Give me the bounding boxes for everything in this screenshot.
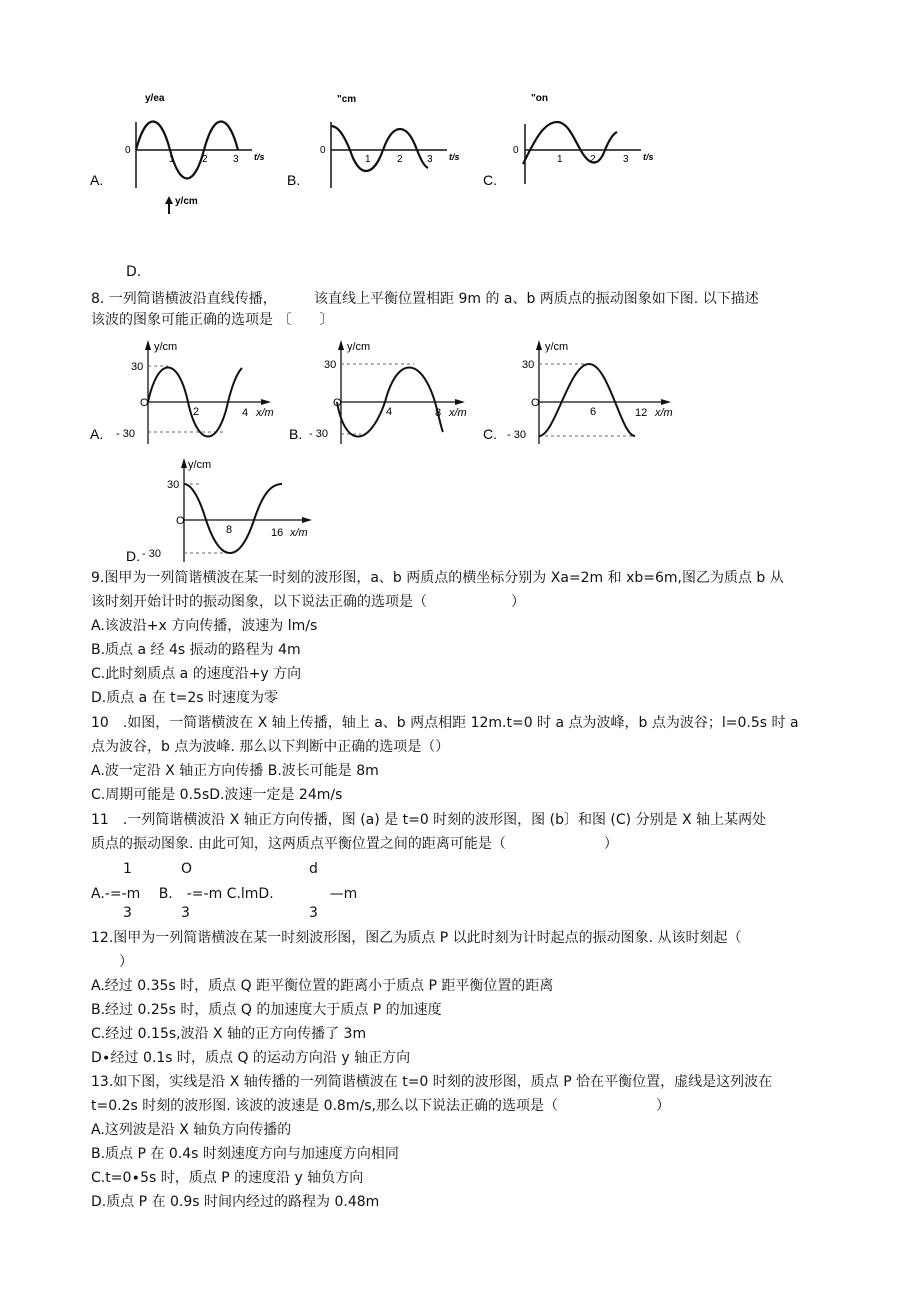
y-max-label: 30 bbox=[324, 359, 337, 371]
option-label: B. bbox=[289, 426, 303, 442]
tick-label: 2 bbox=[590, 154, 596, 165]
q13-option-a: A.这列波是沿 X 轴负方向传播的 bbox=[91, 1122, 292, 1138]
q12-option-d: D∙经过 0.1s 时，质点 Q 的运动方向沿 y 轴正方向 bbox=[91, 1050, 411, 1066]
x-axis-label: t/s bbox=[449, 152, 460, 162]
q7-graph-c bbox=[483, 86, 673, 191]
q9-option-a: A.该波沿+x 方向传播，波速为 lm∕s bbox=[91, 618, 318, 634]
option-label: C. bbox=[483, 426, 497, 442]
option-label: A. bbox=[90, 172, 104, 188]
fraction-numerator: d bbox=[309, 861, 318, 877]
tick-label: 8 bbox=[435, 407, 442, 419]
option-label: C. bbox=[483, 172, 497, 188]
y-axis-label: y/cm bbox=[154, 341, 178, 353]
tick-label: 1 bbox=[169, 154, 175, 165]
q7-graph-a bbox=[90, 86, 280, 191]
fraction-denominator: 3 bbox=[181, 905, 190, 921]
q12-option-a: A.经过 0.35s 时，质点 Q 距平衡位置的距离小于质点 P 距平衡位置的距离 bbox=[91, 978, 554, 994]
x-axis-label: x/m bbox=[449, 407, 467, 419]
y-max-label: 30 bbox=[167, 479, 180, 491]
tick-label: 2 bbox=[193, 406, 200, 418]
option-label: D. bbox=[126, 548, 140, 564]
x-axis-label: t/s bbox=[254, 152, 265, 162]
y-min-label: - 30 bbox=[116, 428, 135, 440]
origin-label: 0 bbox=[513, 145, 519, 156]
x-axis-label: x/m bbox=[655, 407, 673, 419]
y-axis-label: y/cm bbox=[347, 341, 371, 353]
q8-text-right: 该直线上平衡位置相距 9m 的 a、b 两质点的振动图象如下图. 以下描述 bbox=[314, 291, 759, 307]
q11-text-line2: 质点的振动图象. 由此可知，这两质点平衡位置之间的距离可能是（ ） bbox=[91, 836, 618, 852]
y-max-label: 30 bbox=[522, 359, 535, 371]
y-axis-label: y/cm bbox=[545, 341, 569, 353]
q10-options-cd: C.周期可能是 0.5sD.波速一定是 24m∕s bbox=[91, 787, 343, 803]
y-axis-label: y/cm bbox=[175, 196, 198, 207]
fraction-denominator: 3 bbox=[309, 905, 318, 921]
tick-label: 4 bbox=[386, 406, 393, 418]
y-min-label: - 30 bbox=[142, 548, 161, 560]
q8-graph-b bbox=[289, 336, 489, 448]
q13-option-d: D.质点 P 在 0.9s 时间内经过的路程为 0.48m bbox=[91, 1194, 380, 1210]
q8-graph-a bbox=[90, 336, 290, 448]
q8-graph-d bbox=[126, 454, 326, 566]
q8-text-left: 8. 一列简谐横波沿直线传播， bbox=[91, 291, 277, 307]
y-axis-label: "cm bbox=[337, 94, 357, 105]
origin-label: 0 bbox=[125, 145, 131, 156]
y-axis-label: y/cm bbox=[188, 459, 212, 471]
q13-option-c: C.t=0∙5s 时，质点 P 的速度沿 y 轴负方向 bbox=[91, 1170, 364, 1186]
q7-graph-b bbox=[287, 86, 477, 191]
option-label: A. bbox=[90, 426, 104, 442]
q9-text-line2: 该时刻开始计时的振动图象，以下说法正确的选项是（ ） bbox=[91, 594, 525, 610]
tick-label: 2 bbox=[202, 154, 208, 165]
fraction-numerator: 1 bbox=[123, 861, 132, 877]
q12-option-c: C.经过 0.15s,波沿 X 轴的正方向传播了 3m bbox=[91, 1026, 367, 1042]
fraction-denominator: 3 bbox=[123, 905, 132, 921]
tick-label: 16 bbox=[271, 527, 284, 539]
y-max-label: 30 bbox=[131, 361, 144, 373]
tick-label: 1 bbox=[557, 154, 563, 165]
y-min-label: - 30 bbox=[309, 428, 328, 440]
q10-text-line2: 点为波谷，b 点为波峰. 那么以下判断中正确的选项是（） bbox=[91, 739, 450, 755]
q9-option-b: B.质点 a 经 4s 振动的路程为 4m bbox=[91, 642, 301, 658]
y-axis-label: "on bbox=[531, 93, 548, 104]
fraction-numerator: O bbox=[181, 861, 193, 877]
q9-option-c: C.此时刻质点 a 的速度沿+y 方向 bbox=[91, 666, 302, 682]
origin-label: O bbox=[176, 515, 185, 527]
origin-label: O bbox=[531, 397, 540, 409]
origin-label: O bbox=[333, 397, 342, 409]
x-axis-label: t/s bbox=[643, 152, 654, 162]
tick-label: 8 bbox=[226, 524, 233, 536]
tick-label: 3 bbox=[623, 154, 629, 165]
q11-options: A.-=-m B. -=-m C.lmD. —m bbox=[91, 886, 358, 902]
q12-text-line1: 12.图甲为一列简谐横波在某一时刻波形图，图乙为质点 P 以此时刻为计时起点的振动图象. 从该时刻起（ bbox=[91, 930, 742, 946]
q11-text-line1: 11 .一列简谐横波沿 X 轴正方向传播，图 (a) 是 t=0 时刻的波形图，图 (b〕和图 (C) 分别是 X 轴上某两处 bbox=[91, 812, 767, 828]
tick-label: 6 bbox=[590, 406, 597, 418]
q7-graph-d bbox=[160, 190, 240, 220]
y-min-label: - 30 bbox=[507, 429, 526, 441]
option-label: B. bbox=[287, 172, 301, 188]
tick-label: 2 bbox=[397, 154, 403, 165]
tick-label: 4 bbox=[242, 407, 249, 419]
q12-text-line2: ） bbox=[91, 954, 133, 970]
tick-label: 3 bbox=[233, 154, 239, 165]
q13-text-line2: t=0.2s 时刻的波形图. 该波的波速是 0.8m∕s,那么以下说法正确的选项是（ ） bbox=[91, 1098, 670, 1114]
q12-option-b: B.经过 0.25s 时，质点 Q 的加速度大于质点 P 的加速度 bbox=[91, 1002, 442, 1018]
tick-label: 3 bbox=[427, 154, 433, 165]
q8-text-line2: 该波的图象可能正确的选项是 〔 〕 bbox=[91, 312, 334, 328]
origin-label: 0 bbox=[320, 145, 326, 156]
tick-label: 12 bbox=[635, 407, 648, 419]
tick-label: 1 bbox=[365, 154, 371, 165]
q9-text-line1: 9.图甲为一列简谐横波在某一时刻的波形图，a、b 两质点的横坐标分别为 Xa=2m 和 xb=6m,图乙为质点 b 从 bbox=[91, 570, 784, 586]
q9-option-d: D.质点 a 在 t=2s 时速度为零 bbox=[91, 690, 279, 706]
origin-label: O bbox=[140, 397, 149, 409]
y-axis-label: y/ea bbox=[145, 93, 165, 104]
option-label: D. bbox=[126, 264, 142, 280]
x-axis-label: x/m bbox=[290, 527, 308, 539]
q10-text-line1: 10 .如图，一简谐横波在 X 轴上传播，轴上 a、b 两点相距 12m.t=0 时 a 点为波峰，b 点为波谷；l=0.5s 时 a bbox=[91, 715, 799, 731]
q10-options-ab: A.波一定沿 X 轴正方向传播 B.波长可能是 8m bbox=[91, 763, 379, 779]
q13-text-line1: 13.如下图，实线是沿 X 轴传播的一列简谐横波在 t=0 时刻的波形图，质点 P 恰在平衡位置，虚线是这列波在 bbox=[91, 1074, 773, 1090]
q8-graph-c bbox=[483, 336, 693, 448]
x-axis-label: x/m bbox=[256, 407, 274, 419]
q13-option-b: B.质点 P 在 0.4s 时刻速度方向与加速度方向相同 bbox=[91, 1146, 399, 1162]
